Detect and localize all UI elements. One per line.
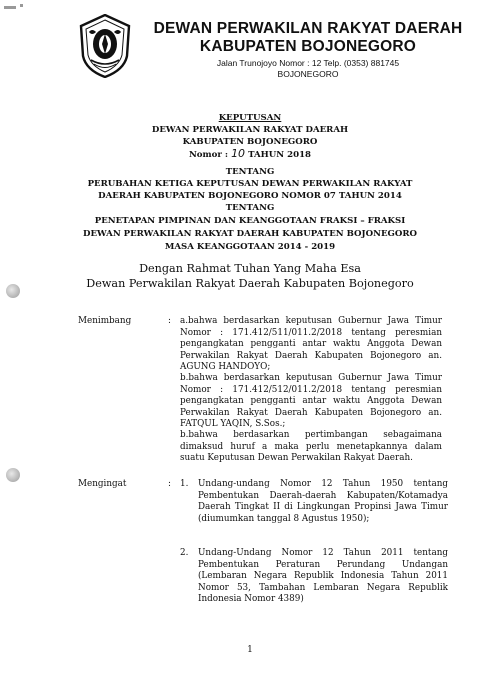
subject-line1: PENETAPAN PIMPINAN DAN KEANGGOTAAN FRAKSI – FRAKSI — [94, 216, 406, 226]
menimbang-colon: : — [168, 316, 171, 326]
tentang-heading-2: TENTANG — [225, 203, 275, 213]
scan-mark — [4, 6, 16, 9]
decree-number-label: Nomor : — [188, 150, 229, 160]
decree-regency: KABUPATEN BOJONEGORO — [182, 137, 318, 147]
decree-number — [30, 148, 470, 161]
decree-heading: KEPUTUSAN — [218, 113, 282, 123]
decree-org: DEWAN PERWAKILAN RAKYAT DAERAH — [151, 125, 349, 135]
invocation-line2: Dewan Perwakilan Rakyat Daerah Kabupaten Bojonegoro — [86, 277, 414, 290]
subject-line3: MASA KEANGGOTAAN 2014 - 2019 — [164, 242, 336, 252]
amendment-title-line2: DAERAH KABUPATEN BOJONEGORO NOMOR 07 TAHUN 2014 — [98, 191, 402, 201]
menimbang-item: b.bahwa berdasarkan keputusan Gubernur Jawa Timur Nomor : 171.412/512/011.2/2018 tentang peresmian pengangkatan pengganti antar waktu Anggota Dewan Perwakilan Rakyat Daerah Kabupaten Bojonegoro an. FATQUL YAQIN, S.Sos.; — [180, 373, 442, 429]
decree-number-year: TAHUN 2018 — [248, 150, 312, 160]
mengingat-item-number: 1. — [180, 479, 189, 489]
regency-crest-logo-icon — [78, 14, 132, 78]
scan-dot — [20, 4, 23, 7]
mengingat-label: Mengingat — [78, 479, 127, 489]
invocation-line1: Dengan Rahmat Tuhan Yang Maha Esa — [139, 262, 361, 275]
amendment-title-line1: PERUBAHAN KETIGA KEPUTUSAN DEWAN PERWAKILAN RAKYAT — [87, 179, 413, 189]
menimbang-label: Menimbang — [78, 316, 132, 326]
address-city: BOJONEGORO — [277, 69, 339, 79]
mengingat-colon: : — [168, 479, 171, 489]
menimbang-item: a.bahwa berdasarkan keputusan Gubernur Jawa Timur Nomor : 171.412/511/011.2/2018 tentang peresmian pengangkatan pengganti antar waktu Anggota Dewan Perwakilan Rakyat Daerah Kabupaten Bojonegoro an. AGUNG HANDOYO; — [180, 316, 442, 372]
tentang-heading: TENTANG — [225, 167, 275, 177]
mengingat-item-text: Undang-undang Nomor 12 Tahun 1950 tentang Pembentukan Daerah-daerah Kabupaten/Kotamadya Daerah Tingkat II di Lingkungan Propinsi Jawa Timur (diumumkan tanggal 8 Agustus 1950); — [198, 479, 448, 524]
punch-hole-icon — [6, 468, 20, 482]
decree-number-value: 10 — [231, 147, 246, 160]
mengingat-item — [180, 548, 448, 606]
org-name-line2: KABUPATEN BOJONEGORO — [199, 38, 417, 55]
mengingat-item-text: Undang-Undang Nomor 12 Tahun 2011 tentang Pembentukan Peraturan Perundang Undangan (Lembaran Negara Republik Indonesia Tahun 2011 Nomor 53, Tambahan Lembaran Negara Republik Indonesia Nomor 4389) — [198, 548, 448, 604]
org-name-line1: DEWAN PERWAKILAN RAKYAT DAERAH — [153, 20, 463, 37]
menimbang-item: b.bahwa berdasarkan pertimbangan sebagaimana dimaksud huruf a maka perlu menetapkannya dalam suatu Keputusan Dewan Perwakilan Rakyat Daerah. — [180, 430, 442, 463]
subject-line2: DEWAN PERWAKILAN RAKYAT DAERAH KABUPATEN BOJONEGORO — [83, 229, 417, 239]
punch-hole-icon — [6, 284, 20, 298]
mengingat-item — [180, 479, 448, 525]
address-line: Jalan Trunojoyo Nomor : 12 Telp. (0353) 881745 — [216, 58, 400, 68]
page-number: 1 — [247, 645, 253, 655]
mengingat-item-number: 2. — [180, 548, 189, 558]
